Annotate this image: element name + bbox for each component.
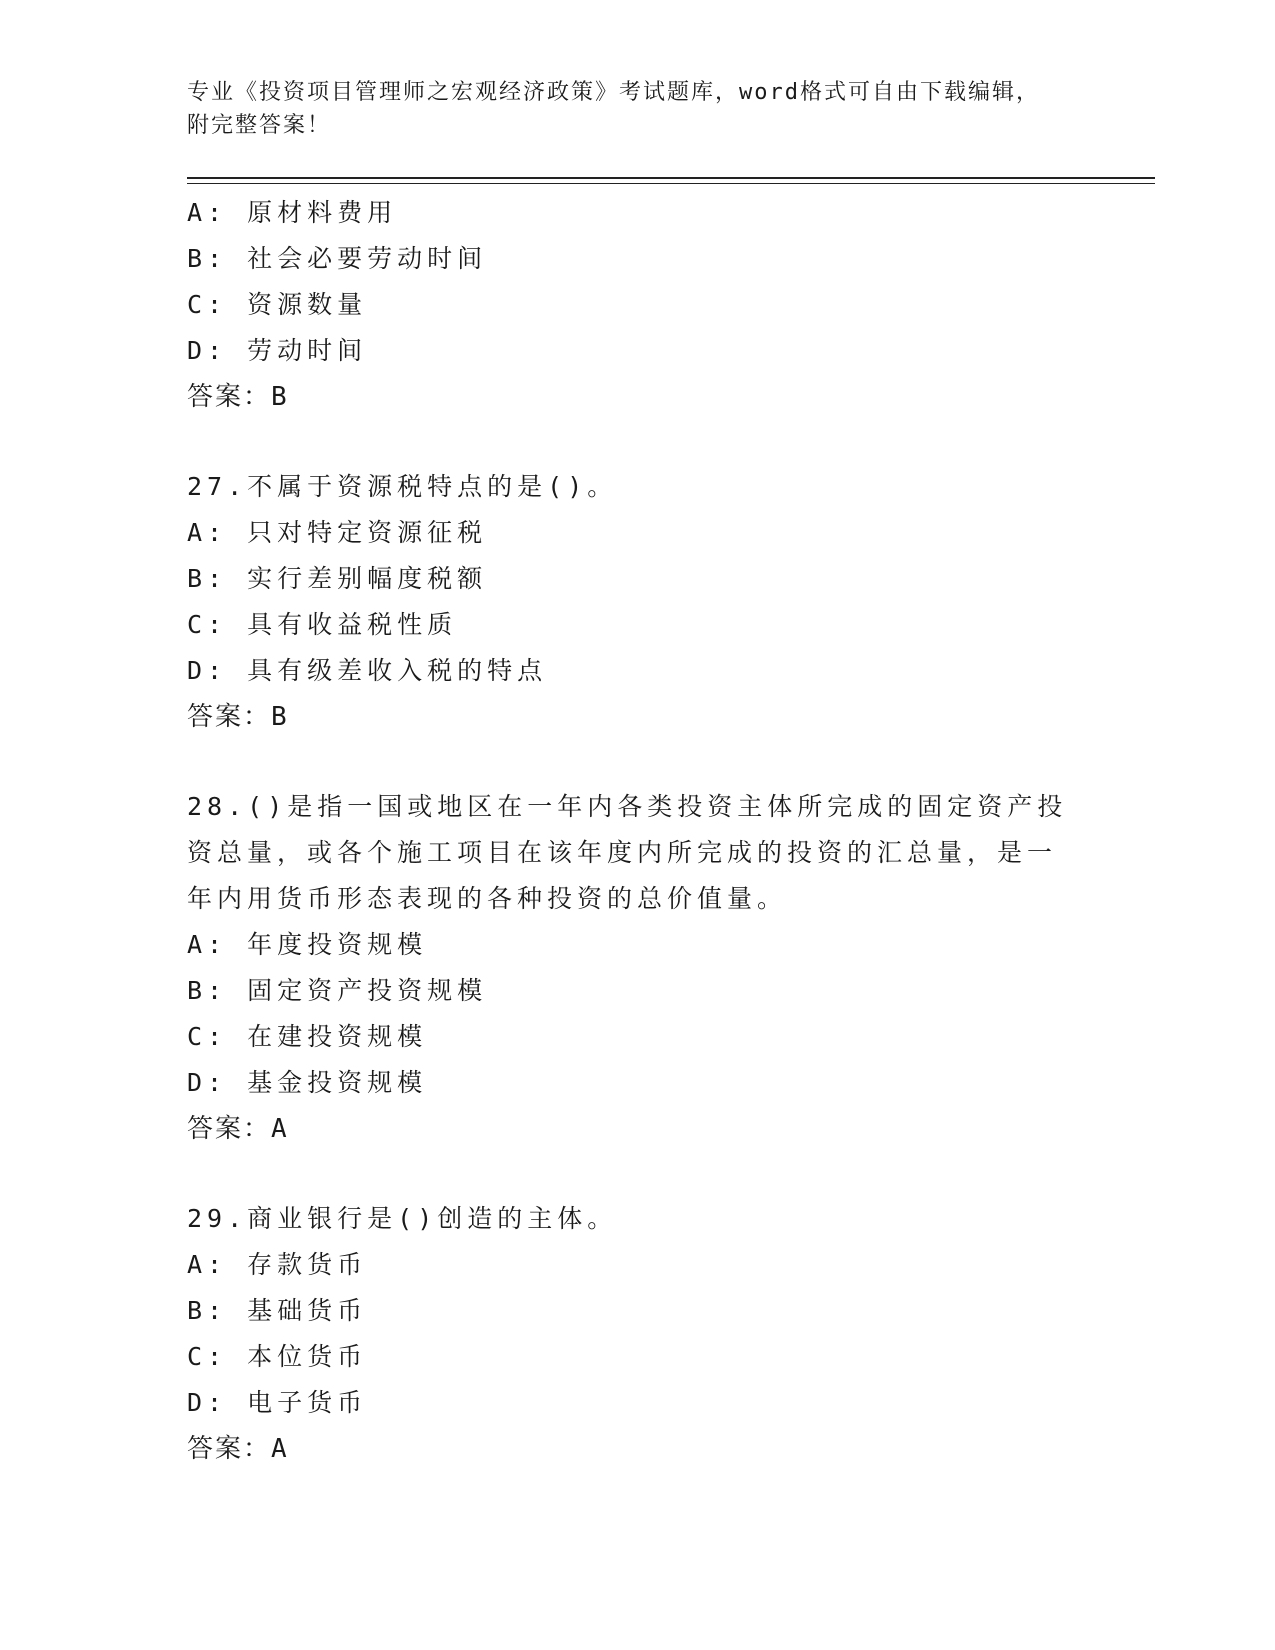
question-29 — [187, 1196, 1107, 1472]
question-28 — [187, 784, 1107, 1152]
option-a: A: 存款货币 — [187, 1250, 368, 1279]
answer-line: 答案：A — [187, 1434, 289, 1464]
option-b: B: 固定资产投资规模 — [187, 976, 488, 1005]
option-a: A: 原材料费用 — [187, 198, 398, 227]
option-c: C: 资源数量 — [187, 290, 368, 319]
option-a: A: 年度投资规模 — [187, 930, 428, 959]
question-27 — [187, 464, 1107, 740]
option-d: D: 基金投资规模 — [187, 1068, 428, 1097]
question-list — [187, 190, 1107, 1472]
question-stem: 27.不属于资源税特点的是()。 — [187, 472, 618, 501]
option-d: D: 具有级差收入税的特点 — [187, 656, 548, 685]
answer-line: 答案：A — [187, 1114, 289, 1144]
question-stem: 28.()是指一国或地区在一年内各类投资主体所完成的固定资产投资总量，或各个施工项目在该年度内所完成的投资的汇总量，是一年内用货币形态表现的各种投资的总价值量。 — [187, 792, 1068, 913]
option-c: C: 在建投资规模 — [187, 1022, 428, 1051]
option-c: C: 本位货币 — [187, 1342, 368, 1371]
header-line-1: 专业《投资项目管理师之宏观经济政策》考试题库，word格式可自由下载编辑， — [187, 80, 1040, 105]
question-26 — [187, 190, 1107, 420]
question-stem: 29.商业银行是()创造的主体。 — [187, 1204, 618, 1233]
answer-line: 答案：B — [187, 382, 289, 412]
option-d: D: 劳动时间 — [187, 336, 368, 365]
option-b: B: 基础货币 — [187, 1296, 368, 1325]
option-b: B: 社会必要劳动时间 — [187, 244, 488, 273]
option-a: A: 只对特定资源征税 — [187, 518, 488, 547]
answer-line: 答案：B — [187, 702, 289, 732]
option-b: B: 实行差别幅度税额 — [187, 564, 488, 593]
header-divider-thick — [187, 177, 1155, 179]
document-header — [187, 76, 1067, 142]
option-c: C: 具有收益税性质 — [187, 610, 458, 639]
header-divider-thin — [187, 183, 1155, 184]
header-line-2: 附完整答案！ — [187, 113, 332, 138]
option-d: D: 电子货币 — [187, 1388, 368, 1417]
